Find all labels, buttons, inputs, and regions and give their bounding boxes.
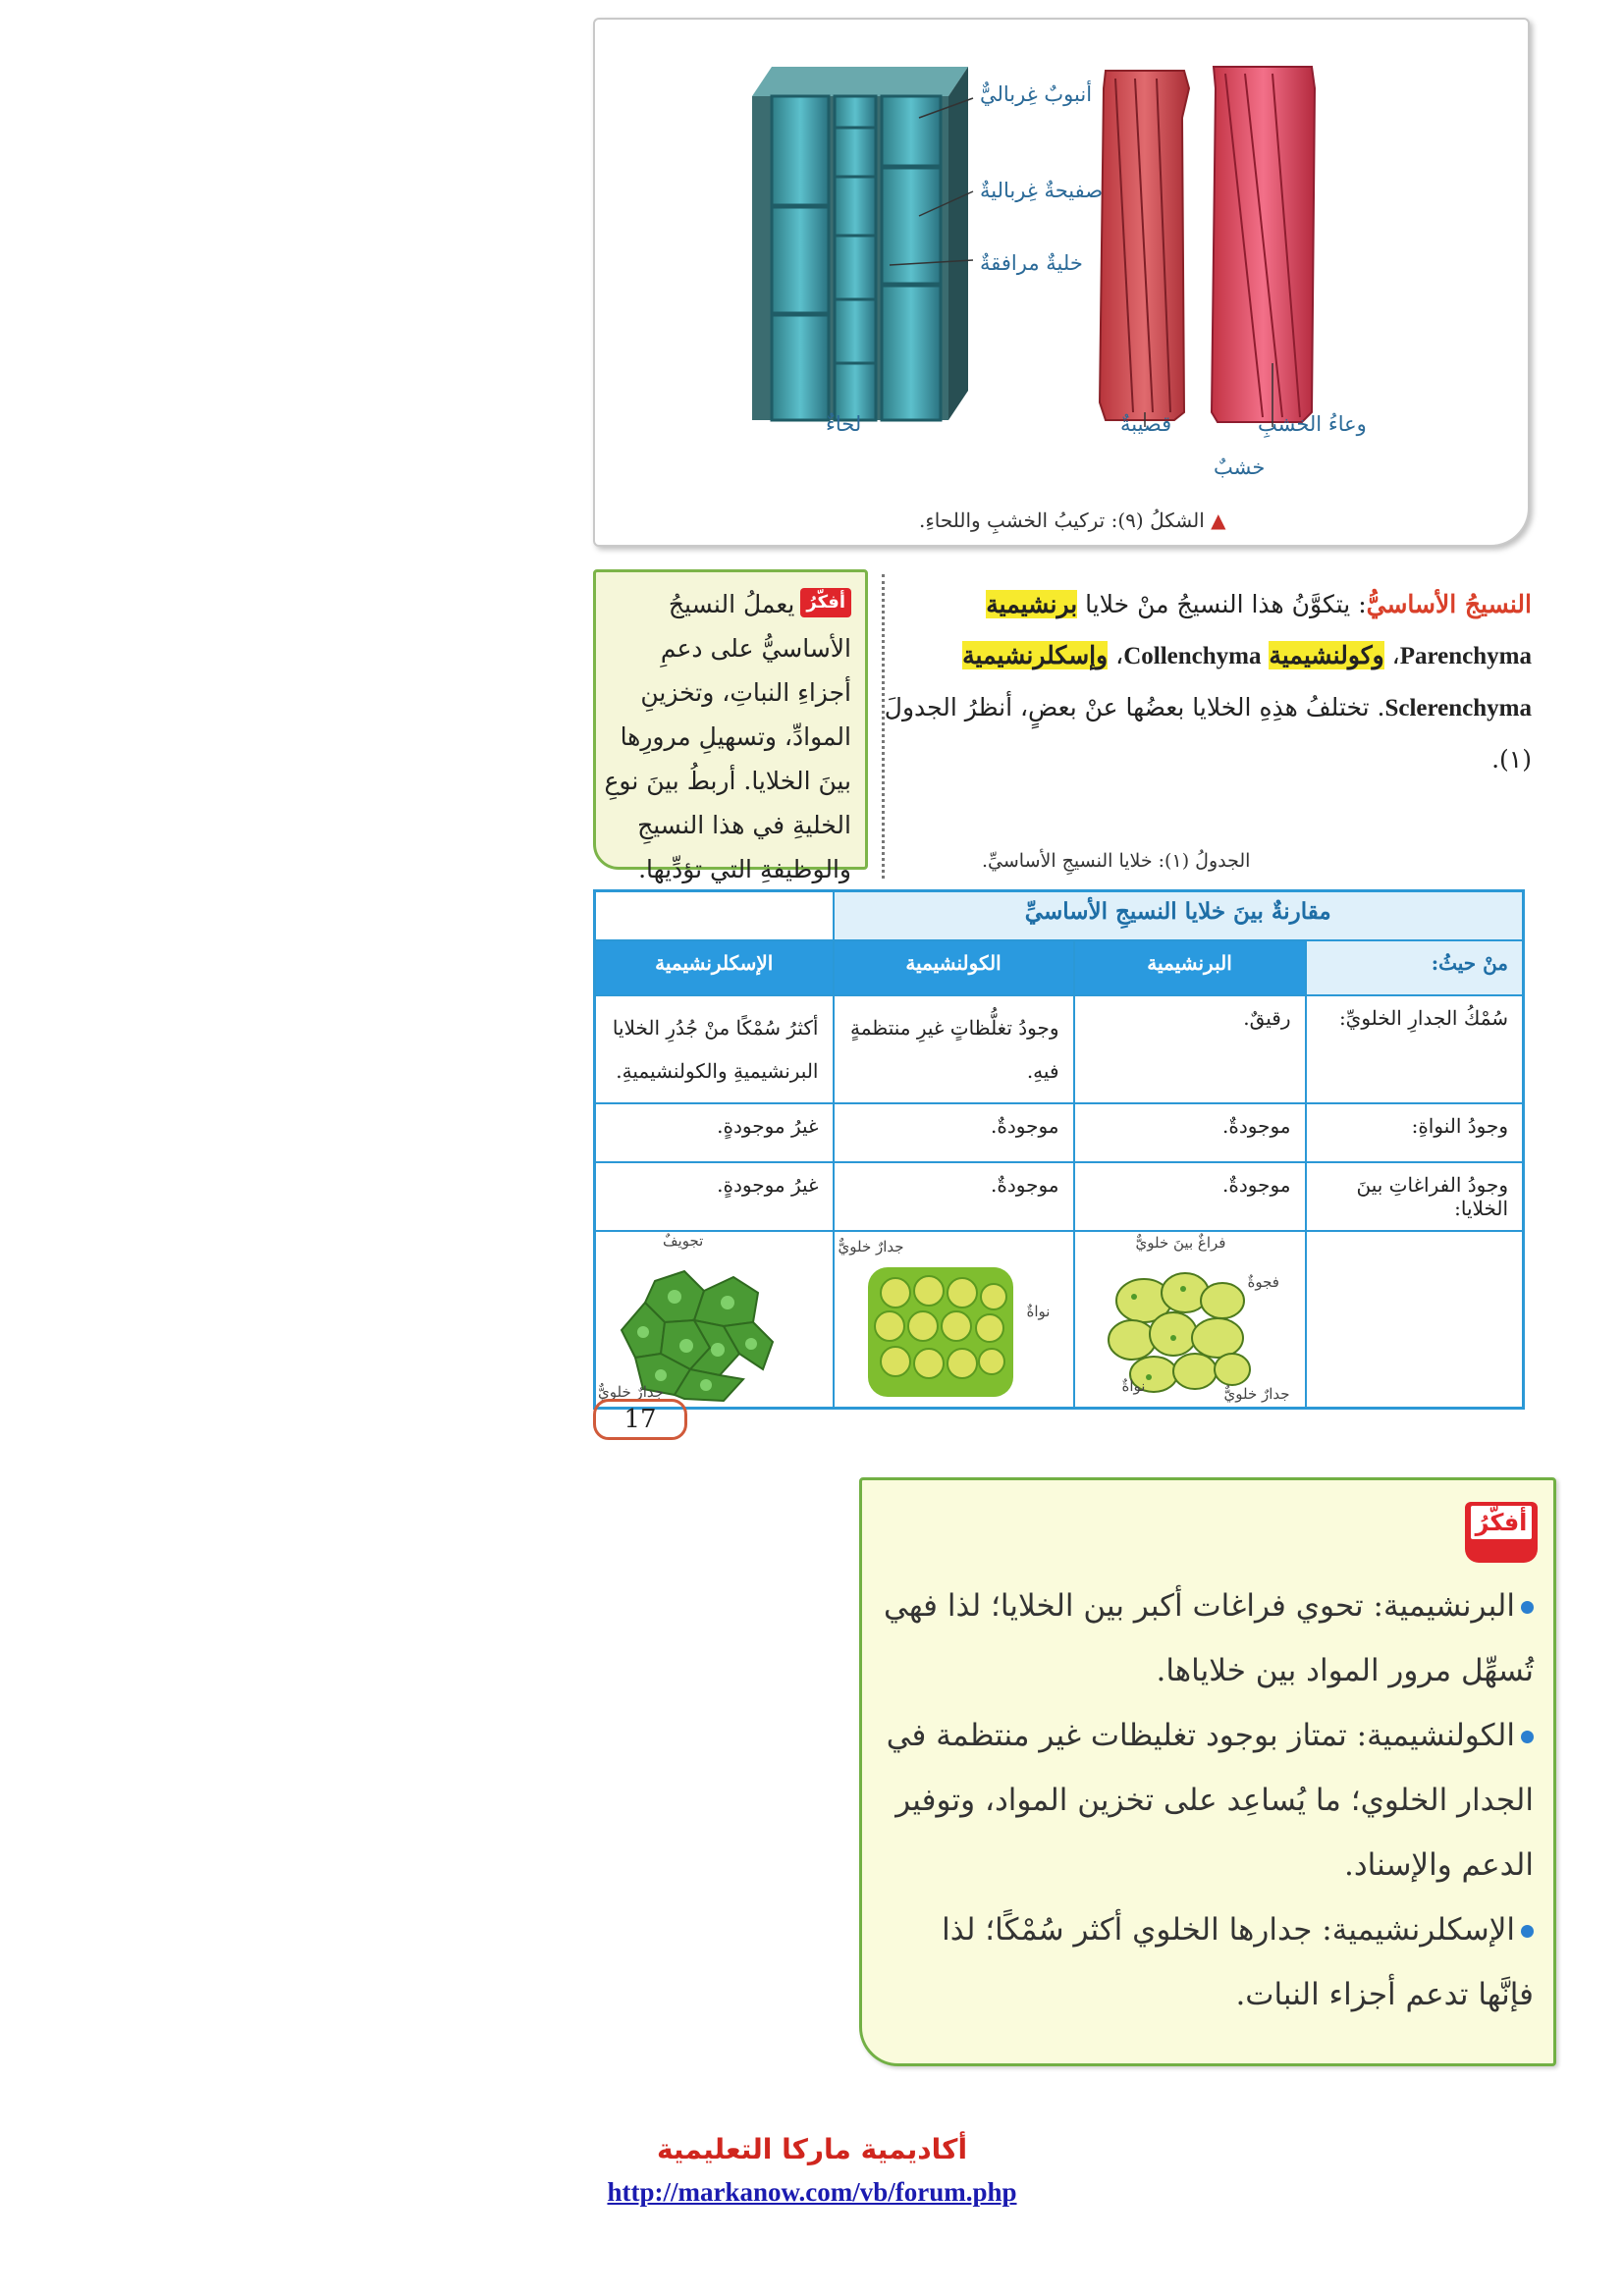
intercellular-space-label: فراغٌ بينَ خلويٌّ [1135,1234,1226,1252]
tracheid-drawing [1100,71,1189,420]
parenchyma-image-cell [1074,1231,1306,1409]
table-row [595,1162,1524,1231]
cavity-label: تجويفٌ [663,1232,704,1250]
cell-wall-label: جدارٌ خلويٌّ [598,1383,665,1401]
table-cell: موجودةٌ. [1074,1103,1306,1162]
table-cell: وجودُ تغلُّظاتٍ غيرِ منتظمةٍ فيهِ. [834,995,1074,1103]
bullet-icon [1521,1731,1534,1743]
table-cell: غيرُ موجودةٍ. [595,1103,834,1162]
vacuole-label: فجوةٌ [1247,1273,1279,1291]
collenchyma-ar: وكولنشيمية [1269,641,1384,669]
table-cell: غيرُ موجودةٍ. [595,1162,834,1231]
sclerenchyma-cells-drawing [596,1232,835,1407]
think-badge: أفكّرُ [800,588,851,617]
forum-link[interactable]: http://markanow.com/vb/forum.php [607,2177,1017,2207]
table-cell: أكثرُ سُمْكًا منْ جُدُرِ الخلايا البرنشيميةِ والكولنشيميةِ. [595,995,834,1103]
table-caption: الجدولُ (١): خلايا النسيجِ الأساسيِّ. [982,850,1251,872]
answer-item [881,1897,1534,2027]
figure-caption [919,508,1226,532]
think-answer-box [859,1477,1556,2066]
think-small-text: يعملُ النسيجُ الأساسيُّ على دعمِ أجزاءِ النباتِ، وتخزينِ الموادِّ، وتسهيلِ مرورِها بينَ الخلايا. أربطُ بينَ نوعِ الخليةِ في هذا النسيجِ والوظيفةِ التي تؤدِّيها. [604,590,851,883]
parenchyma-en: Parenchyma [1399,643,1532,669]
table-cell: موجودةٌ. [1074,1162,1306,1231]
answer-text: البرنشيمية: تحوي فراغات أكبر بين الخلايا؛ لذا فهي تُسهِّل مرور المواد بين خلاياها. [884,1588,1534,1688]
header-collenchyma: الكولنشيمية [834,940,1074,995]
tracheid-label: قصيبةٌ [1120,412,1172,436]
companion-cell-label: خليةٌ مرافقةٌ [980,251,1083,275]
bullet-icon [1521,1601,1534,1614]
sclerenchyma-ar: وإسكلرنشيمية [962,641,1109,669]
comparison-table [593,889,1525,1410]
sieve-plate-label: صفيحةٌ غِرباليةٌ [980,179,1104,202]
table-cell: سُمْكُ الجدارِ الخلويِّ: [1306,995,1524,1103]
sieve-tube-label: أنبوبٌ غِرباليٌّ [980,82,1093,106]
nucleus-label: نواةٌ [1121,1377,1146,1395]
xylem-label: خشبٌ [1214,455,1266,479]
table-row [595,1103,1524,1162]
academy-title: أكاديمية ماركا التعليمية [656,2133,968,2165]
sclerenchyma-image-cell [595,1231,834,1409]
answer-text: الإسكلرنشيمية: جدارها الخلوي أكثر سُمْكًا؛ لذا فإنَّها تدعم أجزاء النبات. [942,1912,1534,2012]
table-cell: وجودُ الفراغاتِ بينَ الخلايا: [1306,1162,1524,1231]
ground-tissue-term: النسيجُ الأساسيُّ [1366,590,1532,618]
table-image-row [595,1231,1524,1409]
cell-wall-label: جدارٌ خلويٌّ [838,1238,904,1255]
table-cell: وجودُ النواةِ: [1306,1103,1524,1162]
xylem-vessel-drawing [1212,67,1315,422]
footer-link-wrap [0,2177,1624,2208]
phloem-block [752,67,968,420]
cell-wall-label: جدارٌ خلويٌّ [1223,1385,1290,1403]
nucleus-label: نواةٌ [1026,1303,1051,1320]
think-badge-large [1465,1502,1538,1563]
header-parenchyma: البرنشيمية [1074,940,1306,995]
think-box-small [593,569,868,883]
header-aspect: منْ حيثُ: [1306,940,1524,995]
bullet-icon [1521,1925,1534,1938]
parenchyma-cells-drawing [1075,1232,1307,1407]
paragraph-text-1: : يتكوَّنُ هذا النسيجُ منْ خلايا [1077,590,1367,618]
ground-tissue-paragraph [884,579,1532,785]
header-sclerenchyma: الإسكلرنشيمية [595,940,834,995]
think-small-body [600,582,851,891]
answer-item [881,1703,1534,1897]
collenchyma-image-cell [834,1231,1074,1409]
image-row-blank [1306,1231,1524,1409]
phloem-label: لحاءٌ [826,412,862,436]
table-title-row [595,891,1524,941]
answer-text: الكولنشيمية: تمتاز بوجود تغليظات غير منتظمة في الجدار الخلوي؛ ما يُساعِد على تخزين المواد، وتوفير الدعم والإسناد. [886,1718,1534,1883]
collenchyma-en: Collenchyma [1123,643,1262,669]
table-header-row [595,940,1524,995]
table-cell: موجودةٌ. [834,1162,1074,1231]
table-cell: موجودةٌ. [834,1103,1074,1162]
figure-caption-text: الشكلُ (٩): تركيبُ الخشبِ واللحاءِ. [919,508,1205,532]
paragraph-text-2: . تختلفُ هذِهِ الخلايا بعضُها عنْ بعضٍ، أنظرُ الجدولَ (١). [884,693,1532,774]
table-title-blank [595,891,834,941]
table-row [595,995,1524,1103]
think-badge-large-text: أفكّرُ [1471,1506,1532,1539]
table-cell: رقيقٌ. [1074,995,1306,1103]
answer-item [881,1574,1534,1703]
xylem-phloem-figure [593,18,1530,547]
page-number: 17 [593,1399,687,1440]
paragraph-sep-1: ، [1383,641,1400,669]
table-title: مقارنةٌ بينَ خلايا النسيجِ الأساسيِّ [834,891,1524,941]
sclerenchyma-en: Sclerenchyma [1384,695,1532,721]
xylem-vessel-label: وعاءُ الخشبِ [1258,412,1367,436]
parenchyma-ar: برنشيمية [986,590,1078,618]
paragraph-sep-2: ، [1108,641,1124,669]
caption-triangle-icon: ▲ [1211,508,1226,532]
answer-list [881,1574,1534,2027]
